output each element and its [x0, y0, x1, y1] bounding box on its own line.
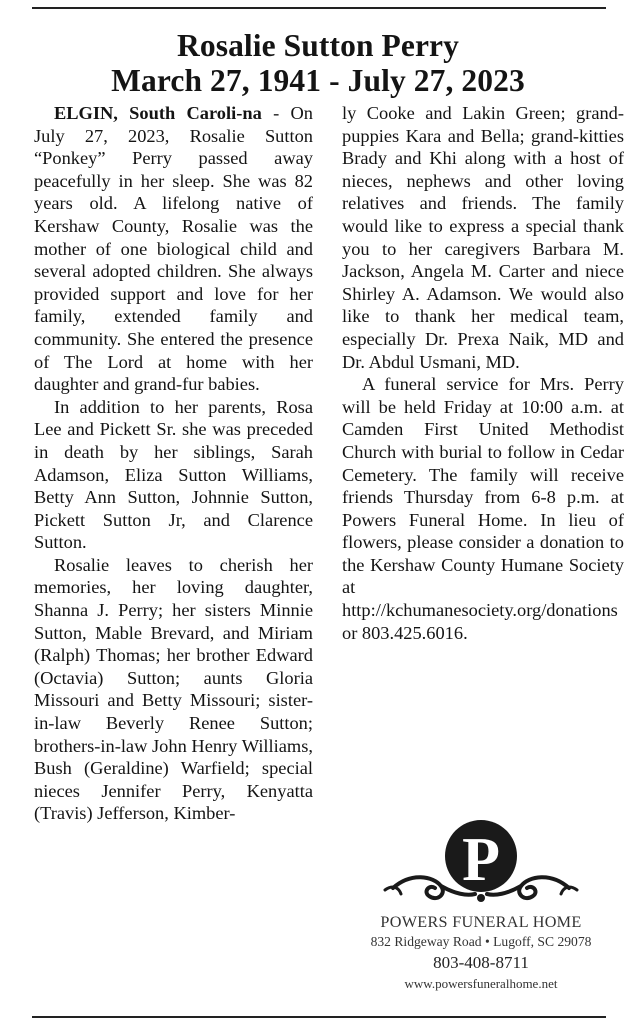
funeral-home-phone: 803-408-8711	[433, 953, 529, 972]
paragraph-3-continued: ly Cooke and Lakin Green; grand-puppies Kara and Bella; grand-kitties Brady and Khi along with a host of nieces, nephews and other loving relatives and friends. The family would like to express a special thank you to her caregivers Barbara M. Jackson, Angela M. Carter and niece Shirley A. Adamson. We would also like to thank her medical team, especially Dr. Prexa Naik, MD and Dr. Abdul Usmani, MD.	[342, 103, 624, 372]
funeral-home-address: 832 Ridgeway Road • Lugoff, SC 29078	[370, 934, 592, 949]
obituary-header	[20, 28, 616, 98]
paragraph-2: In addition to her parents, Rosa Lee and Pickett Sr. she was preceded in death by her siblings, Sarah Adamson, Eliza Sutton Williams, Betty Ann Sutton, Johnnie Sutton, Pickett Sutton Jr, and Clarence Sutton.	[34, 396, 313, 553]
dateline: ELGIN, South Caroli-na	[54, 103, 262, 123]
funeral-home-website: www.powersfuneralhome.net	[404, 976, 558, 991]
ornate-scroll-emblem-icon	[371, 814, 591, 910]
obituary-dates: March 27, 1941 - July 27, 2023	[111, 63, 525, 98]
bottom-rule	[32, 1016, 606, 1018]
logo-letter: P	[462, 826, 500, 894]
column-left	[34, 102, 313, 825]
obituary-name: Rosalie Sutton Perry	[177, 28, 459, 63]
column-right	[342, 102, 624, 644]
paragraph-1-text: - On July 27, 2023, Rosalie Sutton “Ponkey” Perry passed away peacefully in her sleep. She was 82 years old. A lifelong native of Kershaw County, Rosalie was the mother of one biological child and several adopted children. She always provided support and love for her family, extended family and community. She entered the presence of The Lord at home with her daughter and grand-fur babies.	[34, 103, 314, 395]
funeral-home-name: POWERS FUNERAL HOME	[380, 913, 582, 931]
paragraph-4: A funeral service for Mrs. Perry will be held Friday at 10:00 a.m. at Camden First United Methodist Church with burial to follow in Cedar Cemetery. The family will receive friends Thursday from 6-8 p.m. at Powers Funeral Home. In lieu of flowers, please consider a donation to the Kershaw County Humane Society at http://kchumanesociety.org/donations or 803.425.6016.	[342, 374, 624, 643]
top-rule	[32, 7, 606, 9]
funeral-home-logo	[336, 814, 626, 1014]
paragraph-3-start: Rosalie leaves to cherish her memories, her loving daughter, Shanna J. Perry; her sisters Minnie Sutton, Mable Brevard, and Miriam (Ralph) Thomas; her brother Edward (Octavia) Sutton; aunts Gloria Missouri and Betty Missouri; sister-in-law Beverly Renee Sutton; brothers-in-law John Henry Williams, Bush (Geraldine) Warfield; special nieces Jennifer Perry, Kenyatta (Travis) Jefferson, Kimber-	[34, 554, 313, 824]
paragraph-1	[34, 102, 313, 396]
